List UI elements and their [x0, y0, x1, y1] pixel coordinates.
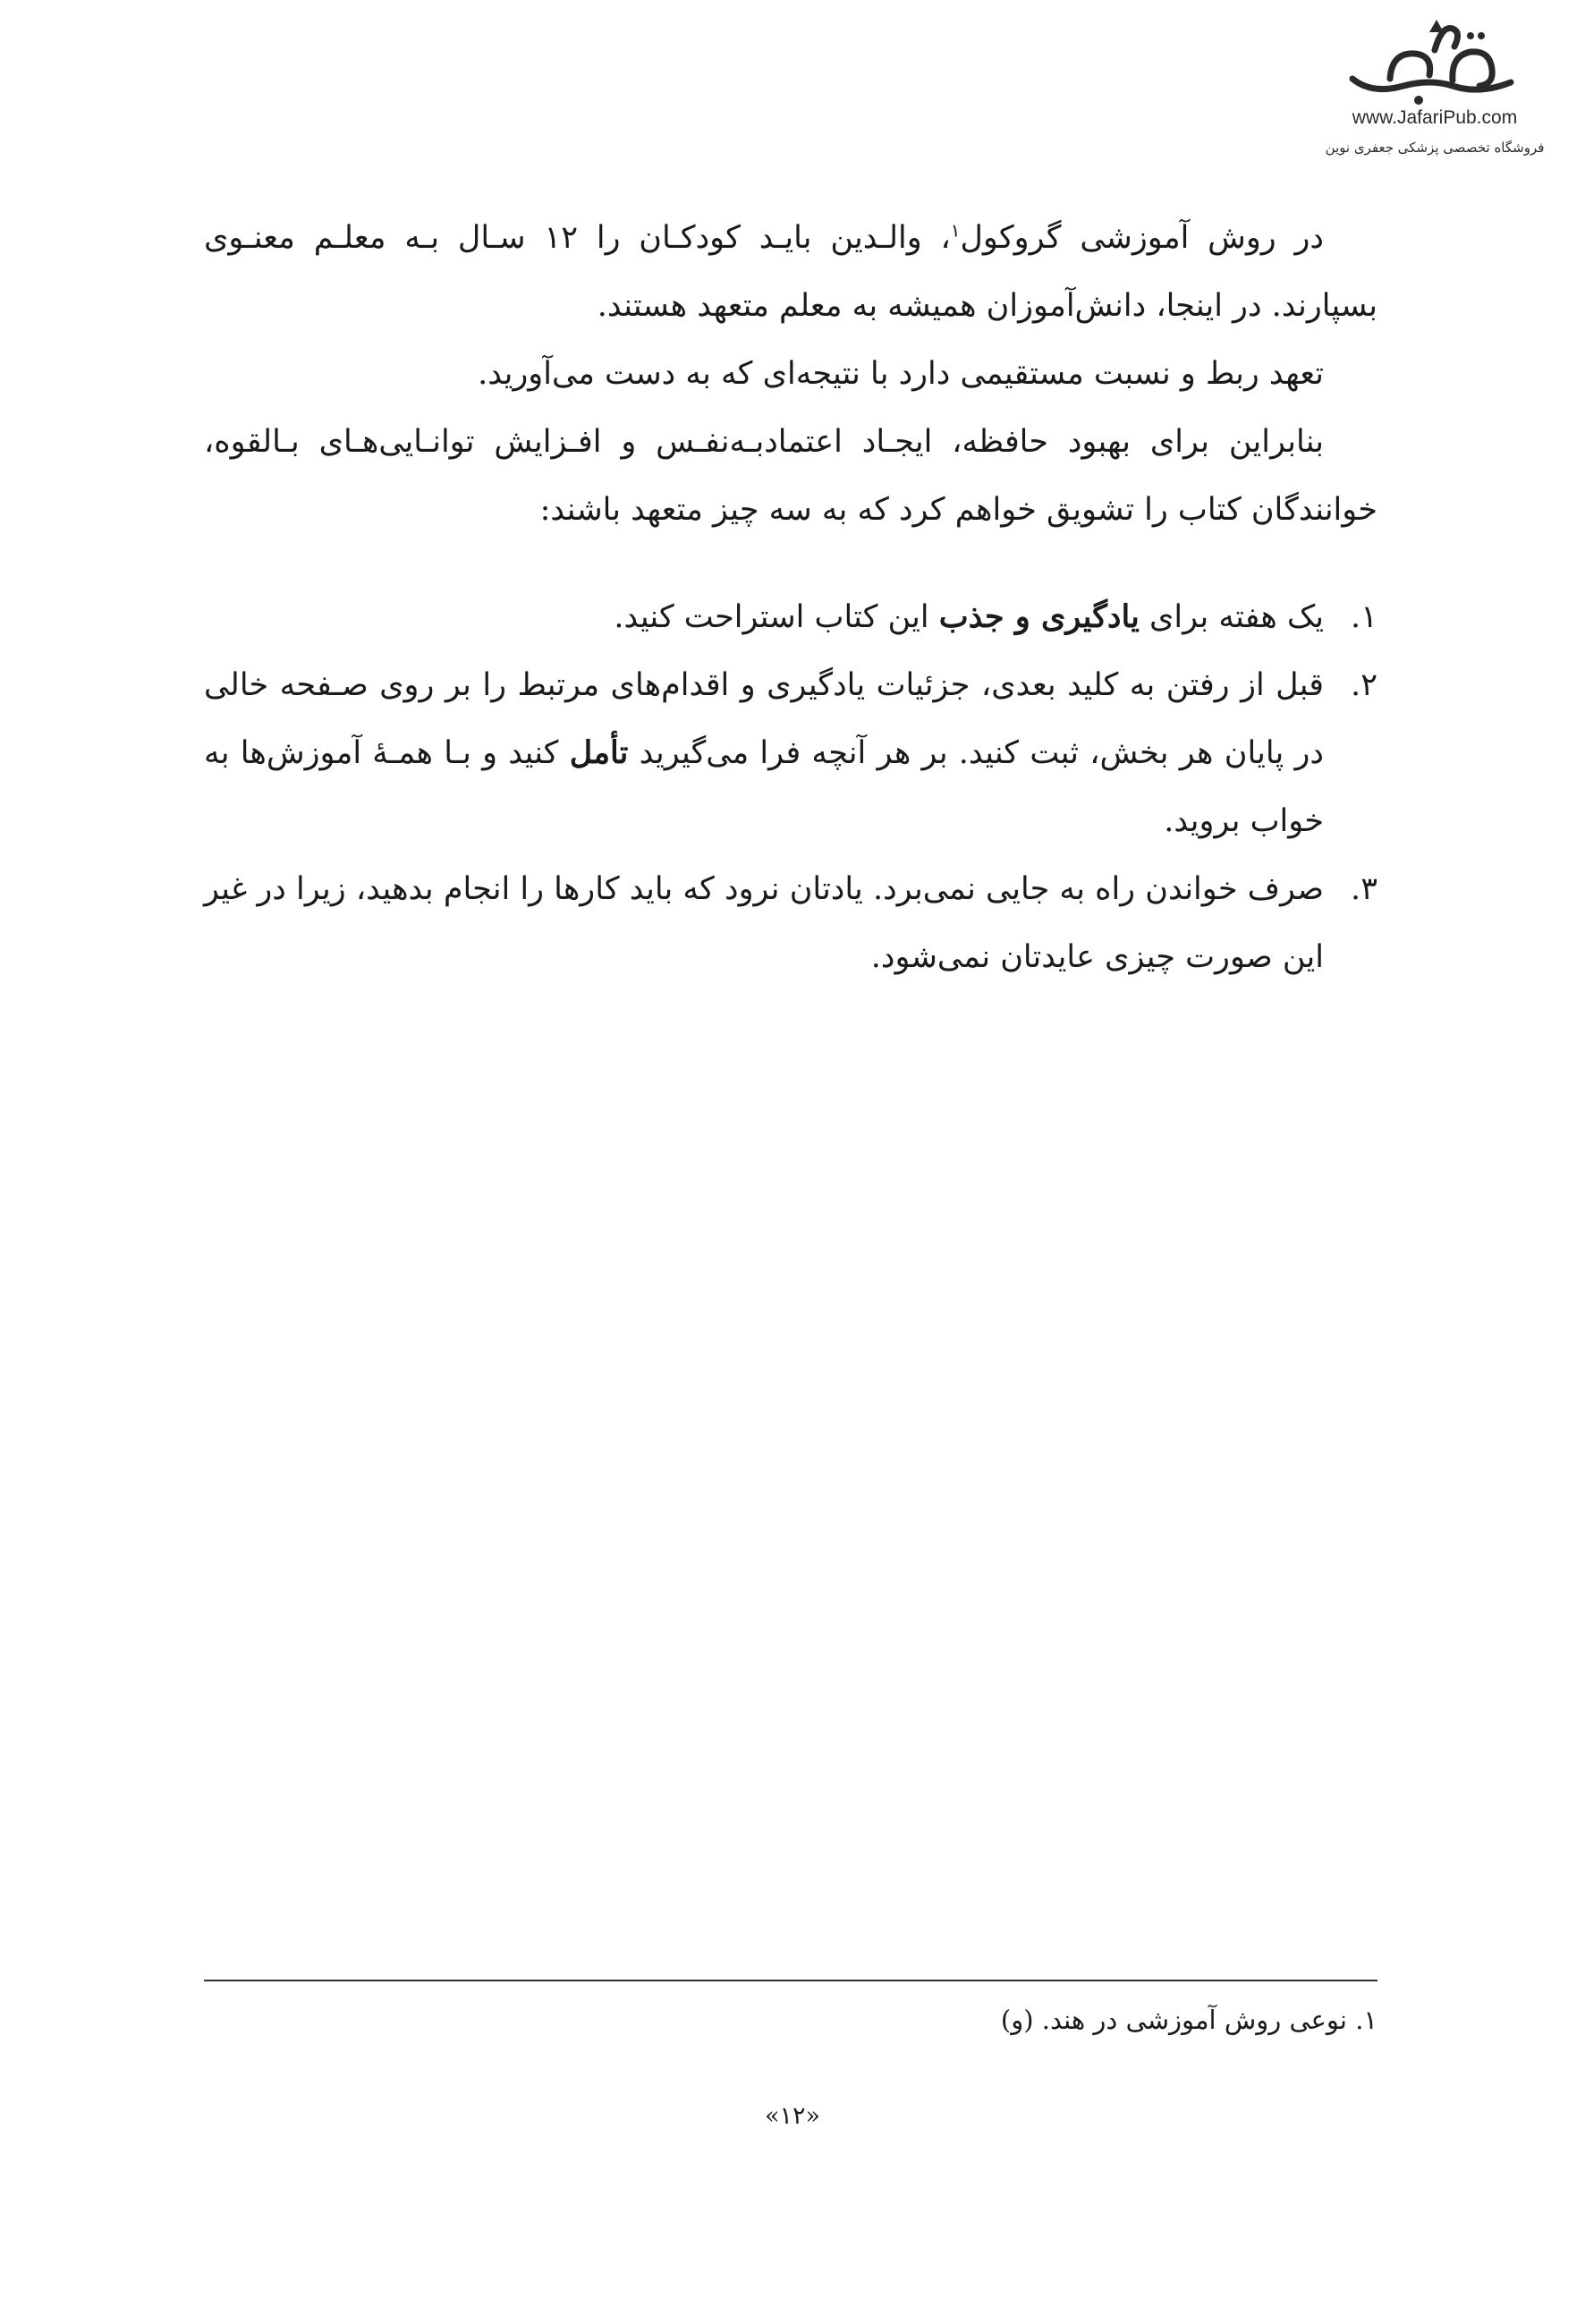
list-item-text: صرف خواندن راه به جایی نمی‌برد. یادتان نرود که باید کارها را انجام بدهید، زیرا در غیر این صورت چیزی عایدتان نمی‌شود.	[204, 871, 1324, 975]
logo-caption: فروشگاه تخصصی پزشکی جعفری نوین	[1325, 140, 1545, 156]
list-item-bold-text: تأمل	[569, 734, 629, 771]
list-item-text: این کتاب استراحت کنید.	[614, 599, 939, 635]
list-item-bold-text: یادگیری و جذب	[938, 598, 1140, 635]
publisher-logo	[1310, 16, 1560, 156]
logo-website-url: www.JafariPub.com	[1352, 107, 1518, 128]
list-item	[204, 855, 1377, 991]
main-text-block	[204, 204, 1377, 991]
paragraph-1	[204, 204, 1377, 340]
footnote-divider	[204, 1980, 1377, 1981]
list-item-text: کنید و بـا همـۀ آموزش‌ها به خواب بروید.	[204, 735, 1324, 839]
paragraph-1-rest: ، والـدین بایـد کودکـان را ۱۲ سـال بـه معلـم معنـوی بسپارند. در اینجا، دانش‌آموزان همیشه به معلم متعهد هستند.	[204, 220, 1377, 324]
footnote-reference: ۱	[950, 219, 961, 242]
list-item-text: قبل از رفتن به کلید بعدی، جزئیات یادگیری و اقدام‌های مرتبط را بر روی صـفحه خالی در پایان هر بخش، ثبت کنید. بر هر آنچه فرا می‌گیرید	[204, 667, 1324, 771]
paragraph-1-start: در روش آموزشی گروکول	[960, 220, 1324, 256]
list-item-number: ۲.	[1351, 667, 1377, 703]
list-item-number: ۱.	[1351, 599, 1377, 635]
page-number: «۱۲»	[764, 2102, 821, 2130]
footnote: ۱. نوعی روش آموزشی در هند. (و)	[1000, 2005, 1377, 2035]
paragraph-3: بنابراین برای بهبود حافظه، ایجـاد اعتمادبـه‌نفـس و افـزایش توانـایی‌هـای بـالقوه، خوانندگان کتاب را تشویق خواهم کرد که به سه چیز متعهد باشند:	[204, 424, 1377, 528]
commitment-list	[204, 583, 1377, 991]
list-item	[204, 651, 1377, 855]
list-item	[204, 583, 1377, 651]
paragraph-2: تعهد ربط و نسبت مستقیمی دارد با نتیجه‌ای که به دست می‌آورید.	[478, 356, 1324, 392]
jafari-calligraphy-logo-icon	[1336, 16, 1533, 106]
list-item-number: ۳.	[1351, 871, 1377, 907]
list-item-text: یک هفته برای	[1139, 599, 1324, 635]
